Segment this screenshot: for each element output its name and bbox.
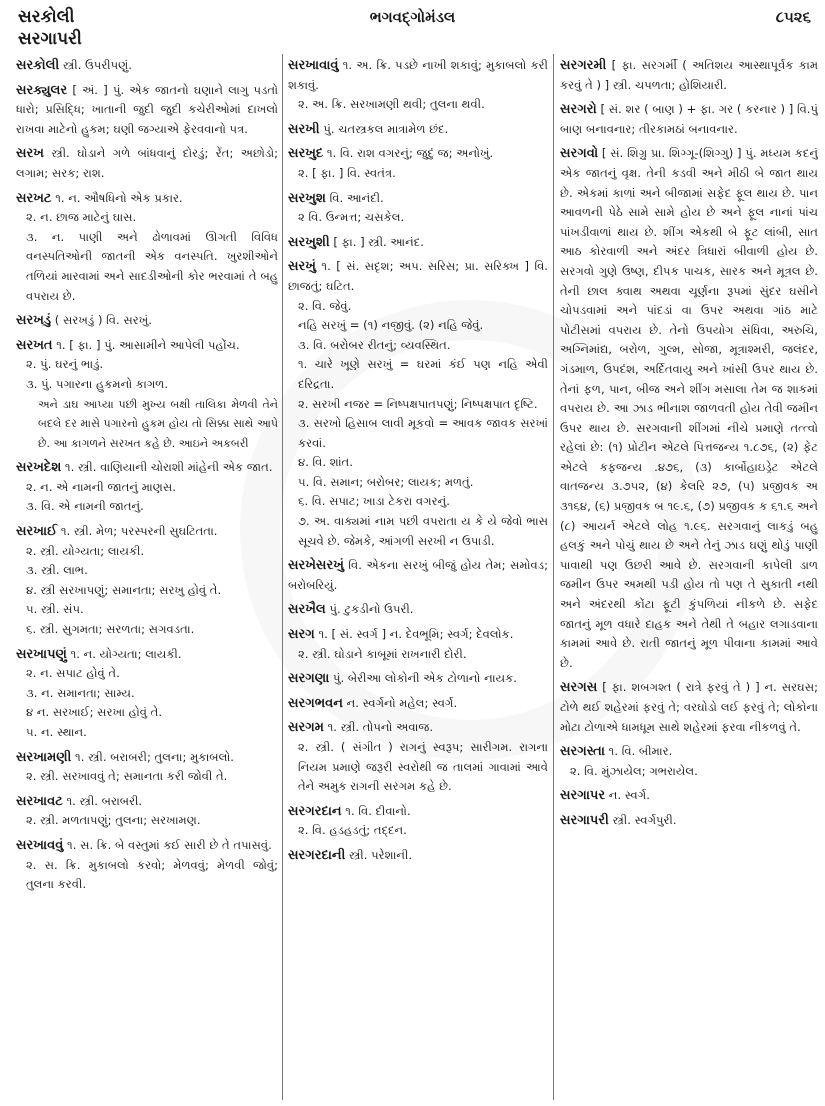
column-3 xyxy=(560,56,818,1102)
entry-headword: સરગરમી xyxy=(560,58,607,73)
entry-first-line xyxy=(16,522,278,542)
entry-definition: ૧. વિ. રાશ વગરનું; જુદું જ; અનોખું. xyxy=(326,146,494,161)
entry-headword: સરગરદાન xyxy=(288,803,342,819)
column-1 xyxy=(16,56,278,1102)
entry-definition: સ્ત્રી. પરેશાની. xyxy=(349,847,413,862)
entry-definition: ન. સ્વર્ગનો મહેલ; સ્વર્ગ. xyxy=(346,695,458,710)
dictionary-entry xyxy=(560,742,818,781)
entry-first-line xyxy=(560,100,818,139)
entry-sense: ૨. વિ. મુંઝાયેલ; ગભરાયેલ. xyxy=(570,763,698,778)
entry-sense: ૩. ન. સમાનતા; સામ્ય. xyxy=(26,685,135,700)
dictionary-entry xyxy=(560,811,818,831)
entry-headword: સરખેસરખું xyxy=(288,558,344,574)
entry-sense: ૨. ન. એ નામની જાતનું માણસ. xyxy=(26,479,176,494)
entry-headword: સરખત xyxy=(16,337,53,353)
entry-definition: ૧. સ્ત્રી. મેળ; પરસ્પરની સુઘટિતતા. xyxy=(60,524,218,539)
entry-sense: ૨. પું. ઘરનું ભાડું. xyxy=(26,357,104,372)
dictionary-entry xyxy=(288,189,548,228)
entry-first-line xyxy=(560,56,818,95)
column-divider xyxy=(553,54,554,1100)
entry-definition: ૧. અ. ક્રિ. પડછે નાખી શકાવું; મુકાબલો કરી શકાવું. xyxy=(288,58,548,92)
entry-first-line xyxy=(560,742,818,762)
entry-headword: સરગભવન xyxy=(288,695,343,711)
dictionary-entry xyxy=(16,748,278,787)
entry-headword: સરક્યુલર xyxy=(16,82,68,98)
entry-definition: સ્ત્રી. ઘોડાને ગળે બાંધવાનું દોરડું; રેંત; અછોડો; લગામ; સરક; રાશ. xyxy=(16,146,278,180)
dictionary-entry xyxy=(560,100,818,139)
entry-first-line xyxy=(288,802,548,822)
entry-headword: સરખડું xyxy=(16,313,52,329)
entry-definition: ૧. વિ. દીવાનો. xyxy=(345,803,411,818)
entry-first-line xyxy=(16,144,278,183)
dictionary-entry xyxy=(16,144,278,183)
entry-first-line xyxy=(16,311,278,331)
entry-headword: સરગ xyxy=(288,627,315,643)
dictionary-entry xyxy=(560,144,818,673)
dictionary-entry xyxy=(288,144,548,183)
entry-first-line xyxy=(288,189,548,209)
entry-sense: ૨. સ્ત્રી. મળતાપણું; તુલના; સરખામણ. xyxy=(26,813,201,828)
entry-definition: ૧. સ્ત્રી. બરાબરી; તુલના; મુકાબલો. xyxy=(75,749,234,764)
entry-headword: સરગસ xyxy=(560,680,598,696)
entry-first-line xyxy=(16,836,278,856)
entry-first-line xyxy=(288,144,548,164)
entry-headword: સરખુદ xyxy=(288,146,324,162)
entry-first-line xyxy=(560,786,818,806)
dictionary-entry xyxy=(16,336,278,454)
entry-definition: વિ. એકના સરખું બીજું હોય તેમ; સમોવડ; બરોબરિયું. xyxy=(288,558,548,592)
entry-first-line xyxy=(16,458,278,478)
dictionary-entry xyxy=(16,81,278,140)
entry-sense: ૨. અ. ક્રિ. સરખામણી થવી; તુલના થવી. xyxy=(298,97,485,112)
entry-sense: ૨. સ્ત્રી. યોગ્યતા; લાયકી. xyxy=(26,543,145,558)
entry-definition: [ ફા. સરગર્મી ( અતિશય આસ્થાપૂર્વક કામ કરવું તે ) ] સ્ત્રી. ચપળતા; હોશિયારી. xyxy=(560,58,818,92)
dictionary-entry xyxy=(16,56,278,76)
entry-sense: ૫. સ્ત્રી. સંપ. xyxy=(26,602,84,617)
entry-sense: ૩. ન. પાણી અને ઢોળાવમાં ઊગતી વિવિધ વનસ્પતિઓની જાતની એક વનસ્પતિ. ખુરશીઓને તળિયાં મારવામાં અને સાદડીઓની કોર ભરવામાં તે બહુ વપરાય છે. xyxy=(26,229,278,303)
entry-definition: ૧. ન. ઔષધિનો એક પ્રકાર. xyxy=(55,190,183,205)
entry-definition: [ ફા. શબગશ્ત ( રાત્રે ફરવું તે ) ] ન. સરઘસ; ટોળે થઈ શહેરમાં ફરવું તે; વરઘોડો લઈ ફરવું તે; લોકોના મોટા ટોળાએ ધામધૂમ સાથે શહેરમાં ફરવા નીકળવું તે. xyxy=(560,680,818,734)
entry-headword: સરખું xyxy=(288,259,316,275)
entry-headword: સરકોલી xyxy=(16,58,60,73)
dictionary-entry xyxy=(288,233,548,253)
entry-headword: સરખ xyxy=(16,146,44,162)
entry-sense: ૭. અ. વાક્યમાં નામ પછી વપરાતા ય કે યે જેવો ભાસ સૂચવે છે. જેમકે, આંગળી સરખી ન ઉપાડી. xyxy=(298,514,548,548)
entry-headword: સરગવો xyxy=(560,146,599,162)
entry-headword: સરગરદાની xyxy=(288,847,346,863)
entry-definition: પું. ટુકડીનો ઉપરી. xyxy=(329,602,414,617)
entry-first-line xyxy=(288,625,548,645)
entry-sense: ૩. વિ. એ નામની જાતનું. xyxy=(26,499,144,514)
entry-sense: ૩. પું. પગારના હુકમનો કાગળ. xyxy=(26,376,169,391)
entry-sense: ૨. સ્ત્રી. ઘોડાને કાબૂમાં રાખનારી દોરી. xyxy=(298,646,467,661)
entry-first-line xyxy=(288,56,548,95)
entry-first-line xyxy=(560,811,818,831)
entry-sense: ૬. વિ. સપાટ; ખાડા ટેકરા વગરનું. xyxy=(298,494,450,509)
dictionary-entry xyxy=(560,56,818,95)
entry-definition: ૧. [ સં. સદૃશ; અપ. સરિસ; પ્રા. સરિક્ખ ] વિ. છાજતું; ઘટિત. xyxy=(288,259,548,293)
entry-definition: [ ફા. ] સ્ત્રી. આનંદ. xyxy=(333,234,424,249)
entry-definition: [ અં. ] પું. એક જાતનો ઘણાને લાગુ પડતો ધારો; પ્રસિદ્ધિ; ખાતાની જુદી જુદી કચેરીઓમાં દાખલો રાખવા માટેનો હુકમ; ઘણી જગ્યાએ ફેરવવાનો પત્ર. xyxy=(16,82,278,136)
dictionary-entry xyxy=(16,645,278,743)
entry-sense: ૨ વિ. ઉન્મત્ત; ચસકેલ. xyxy=(298,210,405,225)
entry-first-line xyxy=(288,233,548,253)
entry-headword: સરગણા xyxy=(288,671,330,687)
entry-headword: સરખી xyxy=(288,121,320,137)
dictionary-entry xyxy=(560,786,818,806)
entry-sense: ૪. સ્ત્રી સરખાપણું; સમાનતા; સરખુ હોવું તે. xyxy=(26,582,222,597)
entry-first-line xyxy=(16,336,278,356)
entry-first-line xyxy=(288,556,548,595)
entry-sense: ૩. સ્ત્રી. લાભ. xyxy=(26,563,88,578)
entry-first-line xyxy=(16,748,278,768)
page-title: ભગવદ્ગોમંડલ xyxy=(369,8,456,26)
entry-sense: ૨. વિ. જેવું. xyxy=(298,298,352,313)
entry-headword: સરખાવાવું xyxy=(288,58,339,73)
dictionary-entry xyxy=(288,56,548,115)
entry-definition: પું. ચતસ્ત્રકલ માત્રામેળ છંદ. xyxy=(323,121,449,136)
dictionary-entry xyxy=(288,694,548,714)
entry-first-line xyxy=(288,600,548,620)
entry-headword: સરગાપર xyxy=(560,788,606,804)
dictionary-entry xyxy=(288,257,548,551)
entry-first-line xyxy=(560,144,818,673)
column-divider xyxy=(282,54,283,1100)
entry-headword: સરખાપણું xyxy=(16,646,67,662)
dictionary-entry xyxy=(288,846,548,866)
guide-word-last: સરગાપરી xyxy=(18,29,82,49)
entry-first-line xyxy=(288,120,548,140)
dictionary-entry xyxy=(288,120,548,140)
entry-first-line xyxy=(16,645,278,665)
entry-headword: સરખુશ xyxy=(288,190,326,206)
entry-first-line xyxy=(16,56,278,76)
entry-definition: ૧. સ્ત્રી. તોપનો અવાજ. xyxy=(327,720,434,735)
dictionary-entry xyxy=(16,792,278,831)
dictionary-entry xyxy=(288,669,548,689)
entry-headword: સરખાવટ xyxy=(16,793,63,809)
entry-quotation: અને ડાઘ આપ્યા પછી મુખ્ય બક્ષી તાલિકા મેળવી તેને બદલે દર માસે પગારનો હુકમ હોય તો સિક્કા સાથે આપે છે. આ કાગળને સરખત કહે છે. આઇને અકબરી xyxy=(38,397,278,450)
entry-definition: ૧. [ સં. સ્વર્ગ ] ન. દેવભૂમિ; સ્વર્ગ; દેવલોક. xyxy=(318,627,514,642)
dictionary-entry xyxy=(16,458,278,517)
entry-sense: ૨. વિ. હડહડતું; તદ્દન. xyxy=(298,823,407,838)
entry-definition: સ્ત્રી. સ્વર્ગપુરી. xyxy=(612,812,677,827)
entry-headword: સરખામણી xyxy=(16,749,72,765)
entry-sense: ૨. સ્ત્રી. સરખાવવું તે; સમાનતા કરી જોવી તે. xyxy=(26,769,228,784)
dictionary-entry xyxy=(288,718,548,796)
dictionary-entry xyxy=(288,625,548,664)
entry-sense: ૨. સરખી નજર = નિષ્પક્ષપાતપણું; નિષ્પક્ષપાત દૃષ્ટિ. xyxy=(298,396,538,411)
dictionary-entry xyxy=(16,189,278,307)
column-2 xyxy=(288,56,548,1102)
entry-definition: ૧. સ્ત્રી. બરાબરી. xyxy=(66,793,143,808)
entry-sense: ૫. ન. સ્થાન. xyxy=(26,725,87,739)
dictionary-entry xyxy=(288,802,548,841)
entry-headword: સરખુશી xyxy=(288,234,330,250)
entry-definition: ( સરખડું ) વિ. સરખું. xyxy=(54,313,152,328)
entry-first-line xyxy=(288,846,548,866)
entry-sense: ૩. વિ. બરોબર રીતનું; વ્યવસ્થિત. xyxy=(298,337,451,352)
entry-first-line xyxy=(288,257,548,296)
entry-first-line xyxy=(288,694,548,714)
entry-definition: ૧. વિ. બીમાર. xyxy=(608,744,673,759)
entry-headword: સરગમ xyxy=(288,720,324,736)
entry-definition: વિ. આનંદી. xyxy=(329,190,384,205)
entry-first-line xyxy=(560,678,818,737)
entry-sense: ૨. સ્ત્રી. ( સંગીત ) રાગનું સ્વરૂપ; સારીગમ. રાગના નિયમ પ્રમાણે જરૂરી સ્વરોથી જ તાલમાં ગાવામાં આવે તેને અમુક રાગની સરગમ કહે છે. xyxy=(298,740,548,794)
entry-definition: ૧. [ ફા. ] પું. આસામીને આપેલી પહોંચ. xyxy=(56,337,240,352)
entry-sense: ૫. વિ. સમાન; બરોબર; લાયક; મળતું. xyxy=(298,474,474,489)
entry-sense: ૬. સ્ત્રી. સુગમતા; સરળતા; સગવડતા. xyxy=(26,622,195,637)
entry-definition: [ સં. શર ( બાણ ) + ફા. ગર ( કરનાર ) ] વિ.પું બાણ બનાવનાર; તીરકામઠાં બનાવનાર. xyxy=(560,102,818,136)
entry-definition: સ્ત્રી. ઉપરીપણું. xyxy=(62,58,132,72)
entry-sense: નહિ સરખું = (૧) નજીવું. (૨) નહિ જેવું. xyxy=(298,318,484,333)
entry-sense: ૨. [ ફા. ] વિ. સ્વતંત્ર. xyxy=(298,165,396,180)
entry-first-line xyxy=(16,792,278,812)
entry-headword: સરખૈલ xyxy=(288,602,326,618)
dictionary-entry xyxy=(16,836,278,895)
entry-first-line xyxy=(288,669,548,689)
page-number: ૮૫૨૬ xyxy=(775,8,811,26)
entry-definition: [ સં. શિગ્રુ પ્રા. શિગ્ગૂ-(શિગ્ગુ) ] પું. મધ્યમ કદનું એક જાતનું વૃક્ષ. તેની કડવી અને મીઠી બે જાત થાય છે. એકમાં કાળાં અને બીજામાં સફેદ ફૂલ થાય છે. પાન આવળની પેઠે સામે સામે હોય છે અને ફૂલ નાનાં પાંચ પાંખડીવાળાં થાય છે. શીંગ એકથી બે ફૂટ લાંબી, સાત આઠ કોરવાળી અને અંદર ત્રિધારાં બીવાળી હોય છે. સરગવો ગુણે ઉષ્ણ, દીપક પાચક, સારક અને મૂત્રલ છે. તેની છાલ ક્વાથ અથવા ચૂર્ણના રૂપમાં સુંદર ઘસીને ચોપડવામાં અને પાંદડાં વા ઉપર અથવા ગાંઠ માટે પોટીસમાં વપરાય છે. તેનો ઉપયોગ સંધિવા, અરુચિ, અગ્નિમાંદ્ય, બરોળ, ગુલ્મ, સોજા, મૂત્રાશ્મરી, જલંદર, ગંડમાળ, ઉપદંશ, અર્દિતવાયુ અને ખાંસી ઉપર થાય છે. તેનાં ફળ, પાન, બીજ અને શીંગ મસાલા તેમ જ શાકમાં વપરાય છે. આ ઝાડ ભીનાશ જાળવતી હોય તેવી જમીન ઉપર થાય છે. સરગવાની શીંગમાં નીચે પ્રમાણે તત્ત્વો રહેલાં છે: (૧) પ્રોટીન એટલે પિત્તજન્ય ૧.૮૭૬, (૨) ફેટ એટલે કફજન્ય .૪૭૬, (૩) કાર્બોહાઇડ્રેટ એટલે વાતજન્ય ૩.૭૫૨, (૪) કેલરિ ૨૭, (૫) પ્રજીવક અ ૩૧૬૪, (૬) પ્રજીવક બ ૧૯.૬, (૭) પ્રજીવક ક ૬૧.૬ અને (૮) આયર્ન એટલે લોહ ૧.૯૬. સરગવાનું લાકડું બહુ હલકું અને પોચું થાય છે અને તેનું ઝાડ ઘણું થોડું પાણી પાવાથી પણ ઉછરી આવે છે. સરગવાની કાપેલી ડાળ જમીન ઉપર અમથી પડી હોય તો પણ તે સુકાતી નથી અને અંદરથી કોંટા ફૂટી કુંપળિયાં નીકળે છે. સફેદ જાતનું મૂળ વધારે દાહક અને તેથી તે બહાર લગાડવાના કામમાં આવે છે. રાતી જાતનું મૂળ પીવાના કામમાં આવે છે. xyxy=(560,146,818,670)
entry-definition: ન. સ્વર્ગ. xyxy=(608,788,650,803)
entry-headword: સરગાપરી xyxy=(560,812,609,828)
entry-definition: પું. બેરીઆ લોકોની એક ટોળાનો નાયક. xyxy=(332,671,517,686)
dictionary-entry xyxy=(16,522,278,640)
entry-headword: સરખદેશ xyxy=(16,460,62,476)
entry-sense: ૨. સ. ક્રિ. મુકાબલો કરવો; મેળવવું; મેળવી જોવું; તુલના કરવી. xyxy=(26,857,278,892)
entry-first-line xyxy=(16,81,278,140)
entry-definition: ૧. સ્ત્રી. વાણિયાની ચોરાશી માંહેની એક જાત. xyxy=(64,460,273,475)
dictionary-entry xyxy=(288,556,548,595)
entry-sense: ૨. ન. છાજ માટેનું ઘાસ. xyxy=(26,210,137,225)
dictionary-entry xyxy=(560,678,818,737)
entry-sense: ૧. ચારે ખૂણે સરખું = ઘરમાં કંઈ પણ નહિ એવી દરિદ્રતા. xyxy=(298,357,548,391)
entry-headword: સરગસ્તા xyxy=(560,744,605,760)
guide-word-first: સરકોલી xyxy=(18,7,75,27)
entry-headword: સરખાઈ xyxy=(16,524,58,540)
entry-sense: ૪ ન. સરખાઈ; સરખા હોવું તે. xyxy=(26,705,163,720)
entry-first-line xyxy=(16,189,278,209)
entry-first-line xyxy=(288,718,548,738)
entry-headword: સરગરો xyxy=(560,102,597,118)
dictionary-entry xyxy=(16,311,278,331)
entry-sense: ૩. સરખો હિસાબ લાવી મૂકવો = આવક જાવક સરખાં કરવાં. xyxy=(298,416,548,450)
entry-headword: સરખટ xyxy=(16,190,52,206)
entry-definition: ૧. સ. ક્રિ. બે વસ્તુમાં કઈ સારી છે તે તપાસવું. xyxy=(67,837,272,852)
entry-headword: સરખાવવું xyxy=(16,837,64,853)
entry-sense: ૪. વિ. શાંત. xyxy=(298,455,353,470)
dictionary-entry xyxy=(288,600,548,620)
entry-definition: ૧. ન. યોગ્યતા; લાયકી. xyxy=(70,646,182,661)
entry-sense: ૨. ન. સપાટ હોવું તે. xyxy=(26,666,120,681)
